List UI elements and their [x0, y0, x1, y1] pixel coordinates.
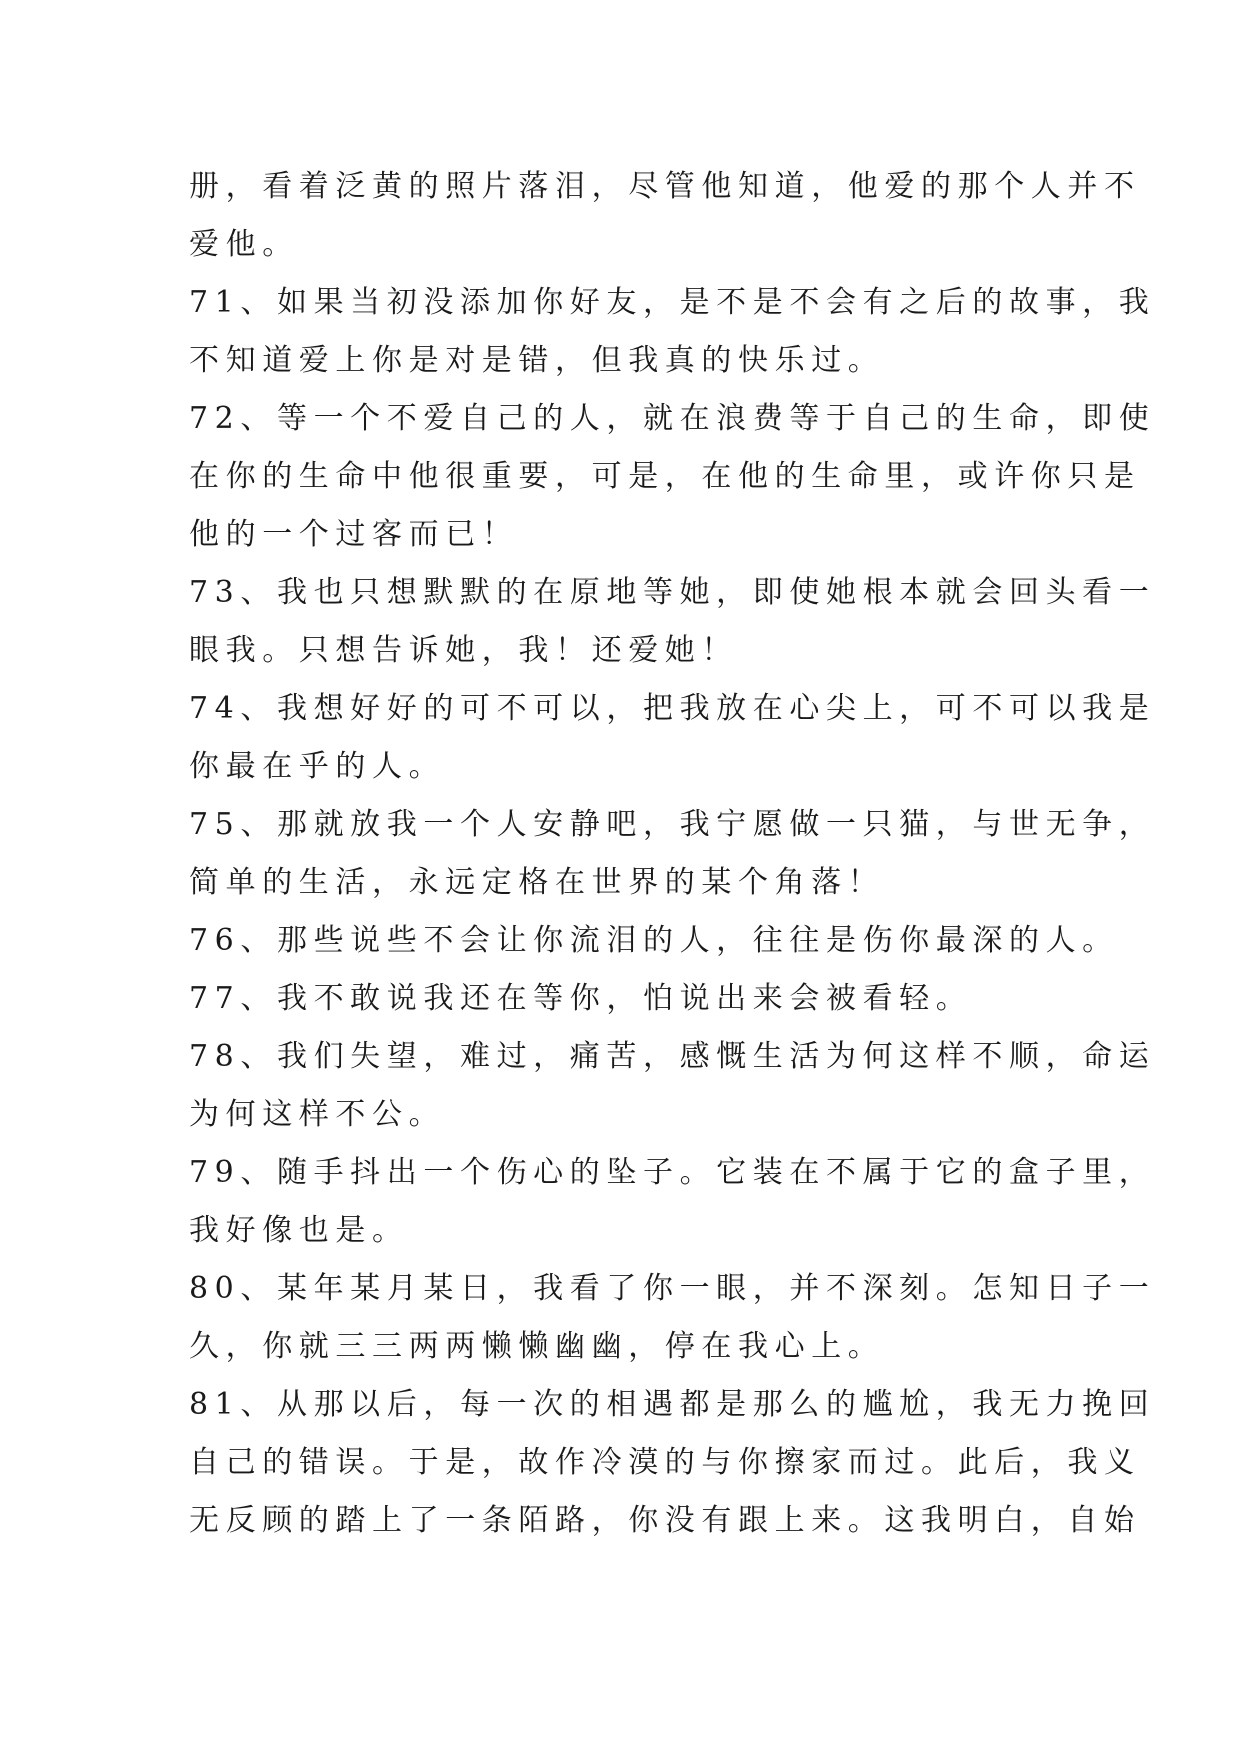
text-line: 为何这样不公。 [189, 1097, 446, 1132]
text-line: 78、我们失望，难过，痛苦，感慨生活为何这样不顺，命运 [189, 1039, 1156, 1074]
text-line: 眼我。只想告诉她，我！还爱她！ [189, 633, 738, 668]
text-line: 在你的生命中他很重要，可是，在他的生命里，或许你只是 [189, 459, 1141, 494]
text-line: 74、我想好好的可不可以，把我放在心尖上，可不可以我是 [189, 691, 1156, 726]
text-line: 71、如果当初没添加你好友，是不是不会有之后的故事，我 [189, 285, 1156, 320]
document-body [189, 158, 1156, 1550]
text-line: 80、某年某月某日，我看了你一眼，并不深刻。怎知日子一 [189, 1271, 1156, 1306]
text-line: 81、从那以后，每一次的相遇都是那么的尴尬，我无力挽回 [189, 1387, 1156, 1422]
text-line: 72、等一个不爱自己的人，就在浪费等于自己的生命，即使 [189, 401, 1156, 436]
text-line: 他的一个过客而已！ [189, 517, 519, 552]
text-line: 75、那就放我一个人安静吧，我宁愿做一只猫，与世无争， [189, 807, 1156, 842]
text-line: 我好像也是。 [189, 1213, 409, 1248]
text-line: 不知道爱上你是对是错，但我真的快乐过。 [189, 343, 885, 378]
text-line: 简单的生活，永远定格在世界的某个角落！ [189, 865, 885, 900]
text-line: 无反顾的踏上了一条陌路，你没有跟上来。这我明白，自始 [189, 1503, 1141, 1538]
text-line: 73、我也只想默默的在原地等她，即使她根本就会回头看一 [189, 575, 1156, 610]
text-line: 77、我不敢说我还在等你，怕说出来会被看轻。 [189, 981, 973, 1016]
text-line: 久，你就三三两两懒懒幽幽，停在我心上。 [189, 1329, 885, 1364]
text-line: 爱他。 [189, 227, 299, 262]
text-line: 76、那些说些不会让你流泪的人，往往是伤你最深的人。 [189, 923, 1119, 958]
text-line: 自己的错误。于是，故作冷漠的与你擦家而过。此后，我义 [189, 1445, 1141, 1480]
text-line: 79、随手抖出一个伤心的坠子。它装在不属于它的盒子里， [189, 1155, 1156, 1190]
text-line: 你最在乎的人。 [189, 749, 446, 784]
text-line: 册，看着泛黄的照片落泪，尽管他知道，他爱的那个人并不 [189, 169, 1141, 204]
